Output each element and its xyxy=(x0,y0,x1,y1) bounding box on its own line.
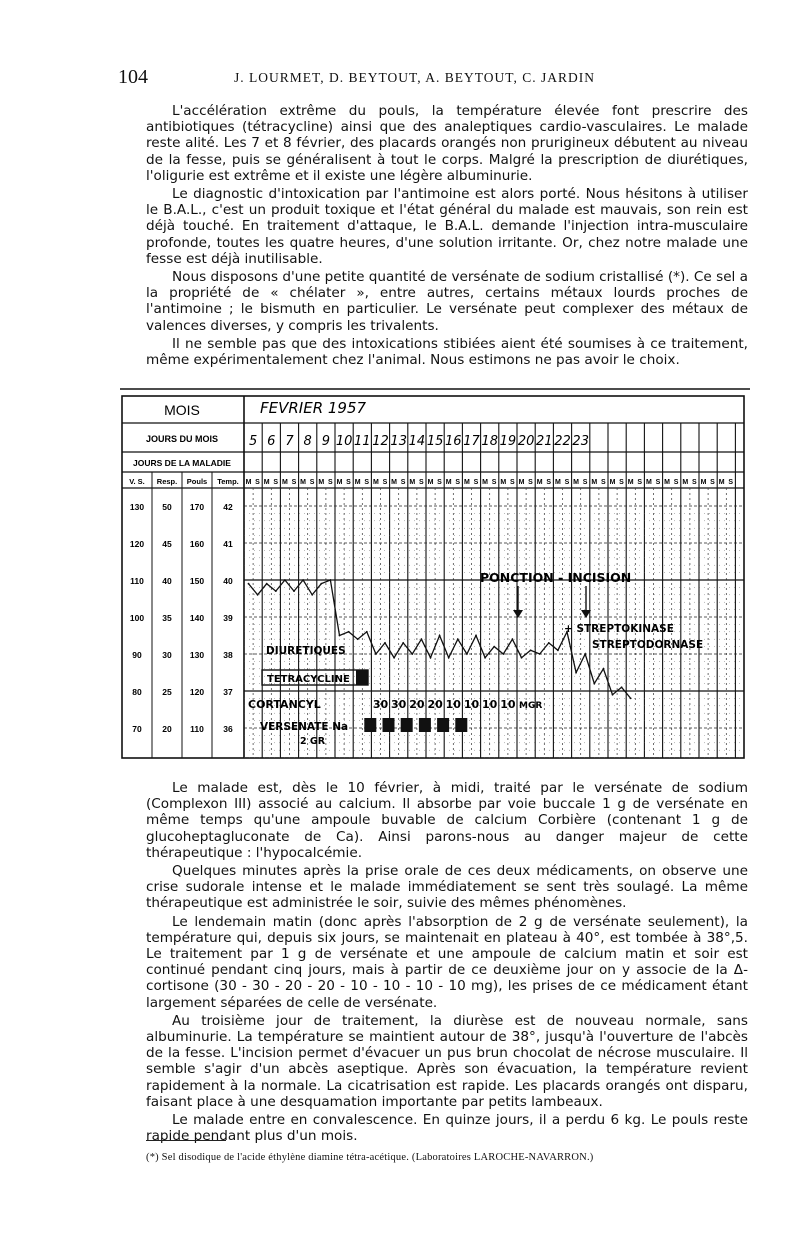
temperature-point xyxy=(493,646,495,648)
day-number: 19 xyxy=(499,434,517,449)
scale-vs: 130 xyxy=(129,502,145,512)
resp-header: Resp. xyxy=(156,477,178,486)
scale-temp: 39 xyxy=(223,613,233,623)
s-label: S xyxy=(346,479,351,486)
m-label: M xyxy=(281,479,288,486)
m-label: M xyxy=(318,479,325,486)
m-label: M xyxy=(718,479,725,486)
s-label: S xyxy=(637,479,643,486)
day-number: 13 xyxy=(390,434,407,449)
scale-resp: 25 xyxy=(162,687,172,697)
temperature-point xyxy=(530,649,532,651)
temperature-point xyxy=(320,583,322,585)
temperature-point xyxy=(603,668,605,670)
jours-de-la-maladie-label: JOURS DE LA MALADIE xyxy=(133,458,231,468)
day-number: 10 xyxy=(335,434,353,449)
versenate-dose-block xyxy=(383,718,395,732)
s-label: S xyxy=(600,479,606,486)
annotation-cortancyl: CORTANCYL xyxy=(248,698,321,711)
scale-vs: 70 xyxy=(132,724,142,734)
s-label: S xyxy=(619,479,624,486)
m-label: M xyxy=(645,479,652,486)
s-label: S xyxy=(473,479,479,486)
scale-resp: 45 xyxy=(162,539,172,549)
m-label: M xyxy=(445,479,452,486)
temperature-point xyxy=(593,683,595,685)
scale-vs: 120 xyxy=(129,539,145,549)
days-layer xyxy=(249,434,589,449)
temperature-point xyxy=(475,635,477,637)
scale-temp: 38 xyxy=(223,650,233,660)
temperature-point xyxy=(384,642,386,644)
day-number: 11 xyxy=(354,434,371,449)
temperature-point xyxy=(411,653,413,655)
s-label: S xyxy=(564,479,570,486)
temperature-point xyxy=(257,594,259,596)
m-label: M xyxy=(372,479,379,486)
temperature-point xyxy=(275,590,277,592)
day-number: 14 xyxy=(408,434,426,449)
scale-vs: 90 xyxy=(132,650,142,660)
scale-vs: 110 xyxy=(130,576,144,586)
m-label: M xyxy=(463,479,470,486)
day-number: 17 xyxy=(463,434,480,449)
temperature-point xyxy=(302,579,304,581)
paragraph: L'accélération extrême du pouls, la température élevée font prescrire des antibiotiques (tétracycline) ainsi que des analeptiques cardio-vasculaires. Le malade reste alité. Les 7 et 8 février, des placards orangés non prurigineux débutent au niveau de la fesse, puis se généralisent à tout le corps. Malgré la prescription de diurétiques, l'oligurie est extrême et il existe une légère albuminurie. xyxy=(146,103,748,184)
temperature-point xyxy=(630,698,632,700)
temperature-point xyxy=(357,638,359,640)
paragraph: Le malade est, dès le 10 février, à midi, traité par le versénate de sodium (Complexon III) associé au calcium. Il absorbe par voie buccale 1 g de versénate en même temps qu'une ampoule buvable de calcium Corbière (contenant 1 g de glucoheptagluconate de Ca). Ainsi parons-nous au danger majeur de cette thérapeutique : l'hypocalcémie. xyxy=(146,780,748,861)
cortancyl-dose: 10 xyxy=(482,698,498,711)
s-label: S xyxy=(491,479,497,486)
m-label: M xyxy=(554,479,561,486)
annotation-versenate-dose: 2 GR xyxy=(300,736,326,747)
scale-resp: 50 xyxy=(162,502,172,512)
temperature-point xyxy=(548,642,550,644)
scale-vs: 80 xyxy=(132,687,142,697)
cortancyl-dose: 10 xyxy=(500,698,516,711)
versenate-layer xyxy=(364,718,467,732)
s-label: S xyxy=(710,479,715,486)
annotation-tetracycline: TETRACYCLINE xyxy=(267,674,350,685)
pouls-header: Pouls xyxy=(186,477,208,486)
temperature-point xyxy=(575,672,577,674)
scale-temp: 37 xyxy=(223,687,233,697)
m-label: M xyxy=(427,479,434,486)
m-label: M xyxy=(609,479,616,486)
day-number: 20 xyxy=(517,434,535,449)
cortancyl-dose: 10 xyxy=(463,698,480,711)
temperature-point xyxy=(330,579,332,581)
text-block-top xyxy=(146,103,748,370)
temperature-point xyxy=(612,694,614,696)
s-label: S xyxy=(364,479,370,486)
day-number: 6 xyxy=(267,434,276,449)
day-number: 16 xyxy=(445,434,462,449)
scale-pouls: 110 xyxy=(190,724,204,734)
day-number: 23 xyxy=(572,434,589,449)
running-head: J. LOURMET, D. BEYTOUT, A. BEYTOUT, C. JARDIN xyxy=(234,70,595,85)
versenate-dose-block xyxy=(455,718,467,732)
temperature-point xyxy=(366,631,368,633)
m-label: M xyxy=(536,479,543,486)
m-label: M xyxy=(700,479,707,486)
s-label: S xyxy=(509,479,515,486)
s-label: S xyxy=(528,479,533,486)
cortancyl-unit: MGR xyxy=(519,701,543,711)
scale-vs: 100 xyxy=(129,613,145,623)
temperature-point xyxy=(439,635,441,637)
s-label: S xyxy=(582,479,588,486)
m-label: M xyxy=(664,479,671,486)
temperature-point xyxy=(621,686,623,688)
versenate-dose-block xyxy=(364,718,376,732)
m-label: M xyxy=(627,479,634,486)
scale-temp: 40 xyxy=(223,576,233,586)
scale-pouls: 170 xyxy=(189,502,205,512)
day-number: 18 xyxy=(481,434,498,449)
annotation-versenate: VERSENATE Na xyxy=(260,721,349,733)
temperature-point xyxy=(512,638,514,640)
m-label: M xyxy=(573,479,580,486)
scale-layer xyxy=(130,502,233,734)
temperature-point xyxy=(484,657,486,659)
annotation-streptodornase: STREPTODORNASE xyxy=(592,639,704,651)
s-label: S xyxy=(455,479,461,486)
cortancyl-dose: 30 xyxy=(372,698,389,711)
m-label: M xyxy=(482,479,489,486)
temperature-point xyxy=(521,657,523,659)
m-label: M xyxy=(518,479,525,486)
scale-resp: 30 xyxy=(162,650,172,660)
scale-temp: 36 xyxy=(223,724,233,734)
cortancyl-dose: 10 xyxy=(445,698,461,711)
temperature-point xyxy=(584,653,586,655)
temperature-point xyxy=(248,583,250,585)
temperature-point xyxy=(421,638,423,640)
scale-temp: 42 xyxy=(223,502,233,512)
page-number: 104 xyxy=(118,66,148,88)
paragraph: Quelques minutes après la prise orale de ces deux médicaments, on observe une crise sudorale intense et le malade immédiatement se sent très soulagé. La même thérapeutique est administrée le soir, suivie des mêmes phénomènes. xyxy=(146,863,748,912)
day-number: 9 xyxy=(321,434,331,449)
annotation-diuretiques: DIURETIQUES xyxy=(266,645,346,657)
paragraph: Le diagnostic d'intoxication par l'antimoine est alors porté. Nous hésitons à utiliser le B.A.L., c'est un produit toxique et l'état général du malade est mauvais, son rein est déjà touché. En traitement d'attaque, le B.A.L. demande l'injection intra-musculaire profonde, toutes les quatre heures, d'une solution irritante. Or, chez notre malade une fesse est déjà inutilisable. xyxy=(146,186,748,267)
paragraph: Le malade entre en convalescence. En quinze jours, il a perdu 6 kg. Le pouls reste rapide pendant plus d'un mois. xyxy=(146,1112,748,1145)
scale-pouls: 160 xyxy=(189,539,205,549)
temperature-point xyxy=(375,653,377,655)
paragraph: Il ne semble pas que des intoxications stibiées aient été soumises à ce traitement, même expérimentalement chez l'animal. Nous estimons ne pas avoir le choix. xyxy=(146,335,748,369)
day-number: 7 xyxy=(285,434,294,449)
text-block-bottom xyxy=(146,780,748,1146)
page-header xyxy=(118,66,748,90)
mois-value: FEVRIER 1957 xyxy=(260,399,367,417)
vs-header: V. S. xyxy=(129,477,145,486)
temperature-point xyxy=(348,631,350,633)
s-label: S xyxy=(655,479,661,486)
temperature-point xyxy=(393,657,395,659)
temperature-point xyxy=(539,653,541,655)
day-number: 12 xyxy=(372,434,389,449)
scale-resp: 35 xyxy=(162,613,172,623)
versenate-dose-block xyxy=(419,718,431,732)
day-number: 22 xyxy=(554,434,571,449)
s-label: S xyxy=(255,479,260,486)
s-label: S xyxy=(400,479,406,486)
m-label: M xyxy=(245,479,252,486)
m-label: M xyxy=(409,479,416,486)
s-label: S xyxy=(291,479,297,486)
s-label: S xyxy=(673,479,679,486)
footnote-rule xyxy=(146,1140,226,1141)
jours-du-mois-label: JOURS DU MOIS xyxy=(145,434,219,444)
day-number: 5 xyxy=(248,434,258,449)
day-number: 21 xyxy=(536,434,553,449)
scale-pouls: 150 xyxy=(189,576,205,586)
temperature-point xyxy=(402,642,404,644)
temperature-point xyxy=(557,649,559,651)
scale-resp: 40 xyxy=(162,576,172,586)
annotation-streptokinase: + STREPTOKINASE xyxy=(564,623,674,635)
cortancyl-dose: 30 xyxy=(391,698,407,711)
temperature-point xyxy=(293,590,295,592)
temperature-point xyxy=(448,657,450,659)
s-label: S xyxy=(546,479,552,486)
temperature-point xyxy=(284,579,286,581)
m-label: M xyxy=(300,479,307,486)
scale-pouls: 130 xyxy=(189,650,205,660)
s-label: S xyxy=(728,479,734,486)
s-label: S xyxy=(691,479,697,486)
temperature-chart xyxy=(120,388,750,760)
versenate-dose-block xyxy=(401,718,413,732)
versenate-dose-block xyxy=(437,718,449,732)
m-label: M xyxy=(354,479,361,486)
scale-pouls: 140 xyxy=(189,613,205,623)
scale-resp: 20 xyxy=(162,724,172,734)
paragraph: Au troisième jour de traitement, la diurèse est de nouveau normale, sans albuminurie. La température se maintient autour de 38°, jusqu'à l'ouverture de l'abcès de la fesse. L'incision permet d'évacuer un pus brun chocolat de nécrose musculaire. Il semble s'agir d'un abcès aseptique. Après son évacuation, la température revient rapidement à la normale. La cicatrisation est rapide. Les placards orangés ont disparu, faisant place à une desquamation importante par petits lambeaux. xyxy=(146,1012,748,1110)
temperature-point xyxy=(430,657,432,659)
cortancyl-dose: 20 xyxy=(409,698,425,711)
m-label: M xyxy=(391,479,398,486)
footnote: (*) Sel disodique de l'acide éthylène diamine tétra-acétique. (Laboratoires LAROCHE-NAVARRON.) xyxy=(146,1152,594,1163)
chart-svg xyxy=(120,388,750,760)
day-number: 8 xyxy=(303,434,312,449)
temp-header: Temp. xyxy=(217,477,239,486)
mois-label: MOIS xyxy=(164,402,200,418)
s-label: S xyxy=(437,479,442,486)
m-label: M xyxy=(263,479,270,486)
temperature-point xyxy=(266,583,268,585)
s-label: S xyxy=(309,479,315,486)
temperature-point xyxy=(457,638,459,640)
paragraph: Le lendemain matin (donc après l'absorption de 2 g de versénate seulement), la température qui, depuis six jours, se maintenait en plateau à 40°, est tombée à 38°,5. Le traitement par 1 g de versénate et une ampoule de calcium matin et soir est continué pendant cinq jours, mais à partir de ce deuxième jour on y associe de la Δ-cortisone (30 - 30 - 20 - 20 - 10 - 10 - 10 - 10 mg), les prises de ce médicament étant largement séparées de celle de versénate. xyxy=(146,913,748,1011)
paragraph: Nous disposons d'une petite quantité de versénate de sodium cristallisé (*). Ce sel a la propriété de « chélater », entre autres, certains métaux lourds proches de l'antimoine ; le bismuth en particulier. Le versénate peut complexer des métaux de valences diverses, y compris les trivalents. xyxy=(146,269,748,334)
day-number: 15 xyxy=(426,434,444,449)
scale-temp: 41 xyxy=(223,539,233,549)
cortancyl-dose: 20 xyxy=(427,698,443,711)
m-label: M xyxy=(682,479,689,486)
ms-layer xyxy=(246,479,734,486)
s-label: S xyxy=(418,479,424,486)
m-label: M xyxy=(591,479,598,486)
m-label: M xyxy=(500,479,507,486)
m-label: M xyxy=(336,479,343,486)
s-label: S xyxy=(273,479,279,486)
temperature-point xyxy=(311,594,313,596)
annotation-ponction-incision: PONCTION - INCISION xyxy=(480,570,632,585)
scale-pouls: 120 xyxy=(189,687,205,697)
tetracycline-end-mark xyxy=(356,670,368,685)
temperature-point xyxy=(339,635,341,637)
temperature-point xyxy=(466,653,468,655)
temperature-point xyxy=(502,653,504,655)
s-label: S xyxy=(382,479,388,486)
s-label: S xyxy=(327,479,333,486)
